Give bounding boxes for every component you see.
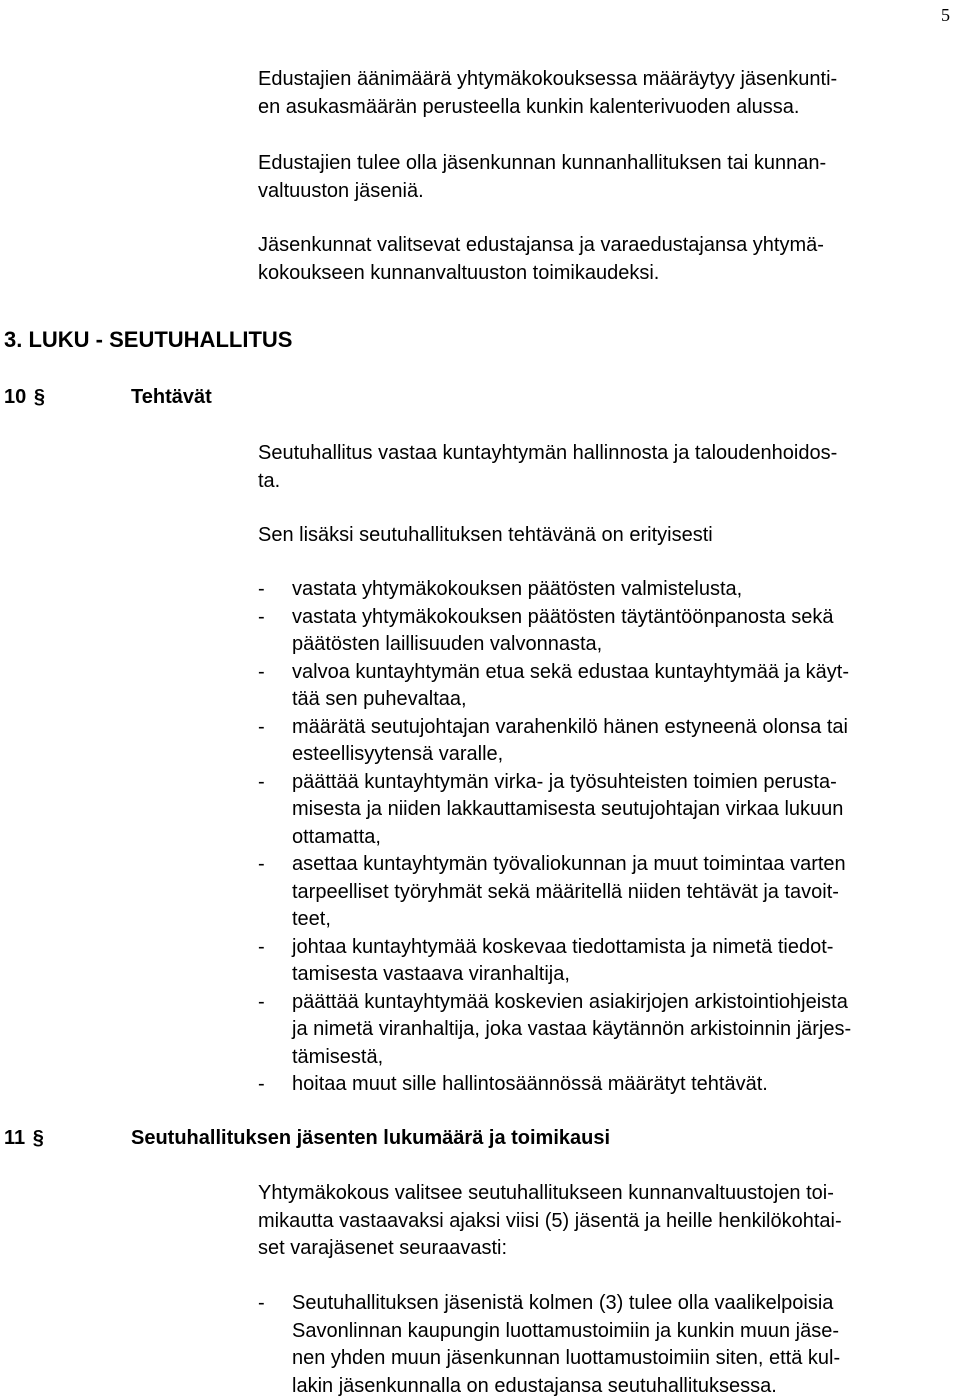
section-11-title: Seutuhallituksen jäsenten lukumäärä ja toimikausi [131, 1124, 610, 1152]
text-line: päättää kuntayhtymän virka- ja työsuhteisten toimien perusta- [292, 769, 843, 797]
text-line: tää sen puhevaltaa, [292, 686, 849, 714]
list-item [258, 1071, 958, 1099]
text-line: ja nimetä viranhaltija, joka vastaa käytännön arkistoinnin järjes- [292, 1016, 851, 1044]
list-item [258, 659, 958, 714]
intro-paragraph-1 [258, 66, 958, 121]
text-line: misesta ja niiden lakkauttamisesta seutujohtajan virkaa lukuun [292, 796, 843, 824]
text-line: mikautta vastaavaksi ajaksi viisi (5) jäsentä ja heille henkilökohtai- [258, 1208, 958, 1236]
section-11-paragraph-1 [258, 1180, 958, 1263]
section-10-paragraph-1 [258, 440, 958, 495]
text-line: päätösten laillisuuden valvonnasta, [292, 631, 833, 659]
text-line: Edustajien tulee olla jäsenkunnan kunnanhallituksen tai kunnan- [258, 150, 958, 178]
chapter-heading: 3. LUKU - SEUTUHALLITUS [4, 326, 292, 354]
text-line: vastata yhtymäkokouksen päätösten täytäntöönpanosta sekä [292, 604, 833, 632]
text-line: johtaa kuntayhtymää koskevaa tiedottamista ja nimetä tiedot- [292, 934, 833, 962]
dash-marker: - [258, 659, 292, 714]
section-10-title: Tehtävät [131, 383, 212, 411]
dash-marker: - [258, 769, 292, 852]
text-line: Seutuhallituksen jäsenistä kolmen (3) tulee olla vaalikelpoisia [292, 1290, 840, 1318]
section-number: 11 [4, 1127, 25, 1149]
list-item [258, 576, 958, 604]
text-line: kokoukseen kunnanvaltuuston toimikaudeksi. [258, 260, 958, 288]
text-line: Savonlinnan kaupungin luottamustoimiin ja kunkin muun jäse- [292, 1318, 840, 1346]
text-line: set varajäsenet seuraavasti: [258, 1235, 958, 1263]
list-item [258, 1290, 958, 1400]
intro-paragraph-2 [258, 150, 958, 205]
list-item [258, 769, 958, 852]
section-11-heading [4, 1124, 46, 1152]
text-line: Yhtymäkokous valitsee seutuhallitukseen kunnanvaltuustojen toi- [258, 1180, 958, 1208]
dash-marker: - [258, 851, 292, 934]
text-line: tämisestä, [292, 1044, 851, 1072]
section-10-paragraph-2 [258, 522, 958, 550]
list-item [258, 934, 958, 989]
section-10-heading [4, 383, 47, 411]
text-line: vastata yhtymäkokouksen päätösten valmistelusta, [292, 576, 742, 604]
dash-marker: - [258, 934, 292, 989]
dash-marker: - [258, 714, 292, 769]
list-item [258, 851, 958, 934]
page-number: 5 [941, 4, 950, 26]
dash-marker: - [258, 989, 292, 1072]
list-item [258, 604, 958, 659]
text-line: Sen lisäksi seutuhallituksen tehtävänä on erityisesti [258, 522, 958, 550]
intro-paragraph-3 [258, 232, 958, 287]
text-line: lakin jäsenkunnalla on edustajansa seutuhallituksessa. [292, 1373, 840, 1400]
text-line: hoitaa muut sille hallintosäännössä määrätyt tehtävät. [292, 1071, 768, 1099]
list-item [258, 989, 958, 1072]
dash-marker: - [258, 1071, 292, 1099]
text-line: valvoa kuntayhtymän etua sekä edustaa kuntayhtymää ja käyt- [292, 659, 849, 687]
list-item [258, 714, 958, 769]
text-line: teet, [292, 906, 846, 934]
text-line: en asukasmäärän perusteella kunkin kalenterivuoden alussa. [258, 94, 958, 122]
section-symbol: § [34, 383, 45, 411]
text-line: tarpeelliset työryhmät sekä määritellä niiden tehtävät ja tavoit- [292, 879, 846, 907]
dash-marker: - [258, 576, 292, 604]
section-11-member-list [258, 1290, 958, 1400]
text-line: nen yhden muun jäsenkunnan luottamustoimiin siten, että kul- [292, 1345, 840, 1373]
text-line: ottamatta, [292, 824, 843, 852]
text-line: esteellisyytensä varalle, [292, 741, 848, 769]
text-line: päättää kuntayhtymää koskevien asiakirjojen arkistointiohjeista [292, 989, 851, 1017]
text-line: Seutuhallitus vastaa kuntayhtymän hallinnosta ja taloudenhoidos- [258, 440, 958, 468]
section-10-task-list [258, 576, 958, 1099]
section-number: 10 [4, 386, 26, 408]
text-line: Edustajien äänimäärä yhtymäkokouksessa määräytyy jäsenkunti- [258, 66, 958, 94]
text-line: Jäsenkunnat valitsevat edustajansa ja varaedustajansa yhtymä- [258, 232, 958, 260]
text-line: tamisesta vastaava viranhaltija, [292, 961, 833, 989]
text-line: ta. [258, 468, 958, 496]
text-line: asettaa kuntayhtymän työvaliokunnan ja muut toimintaa varten [292, 851, 846, 879]
section-symbol: § [33, 1124, 44, 1152]
text-line: määrätä seutujohtajan varahenkilö hänen estyneenä olonsa tai [292, 714, 848, 742]
dash-marker: - [258, 604, 292, 659]
text-line: valtuuston jäseniä. [258, 178, 958, 206]
dash-marker: - [258, 1290, 292, 1400]
